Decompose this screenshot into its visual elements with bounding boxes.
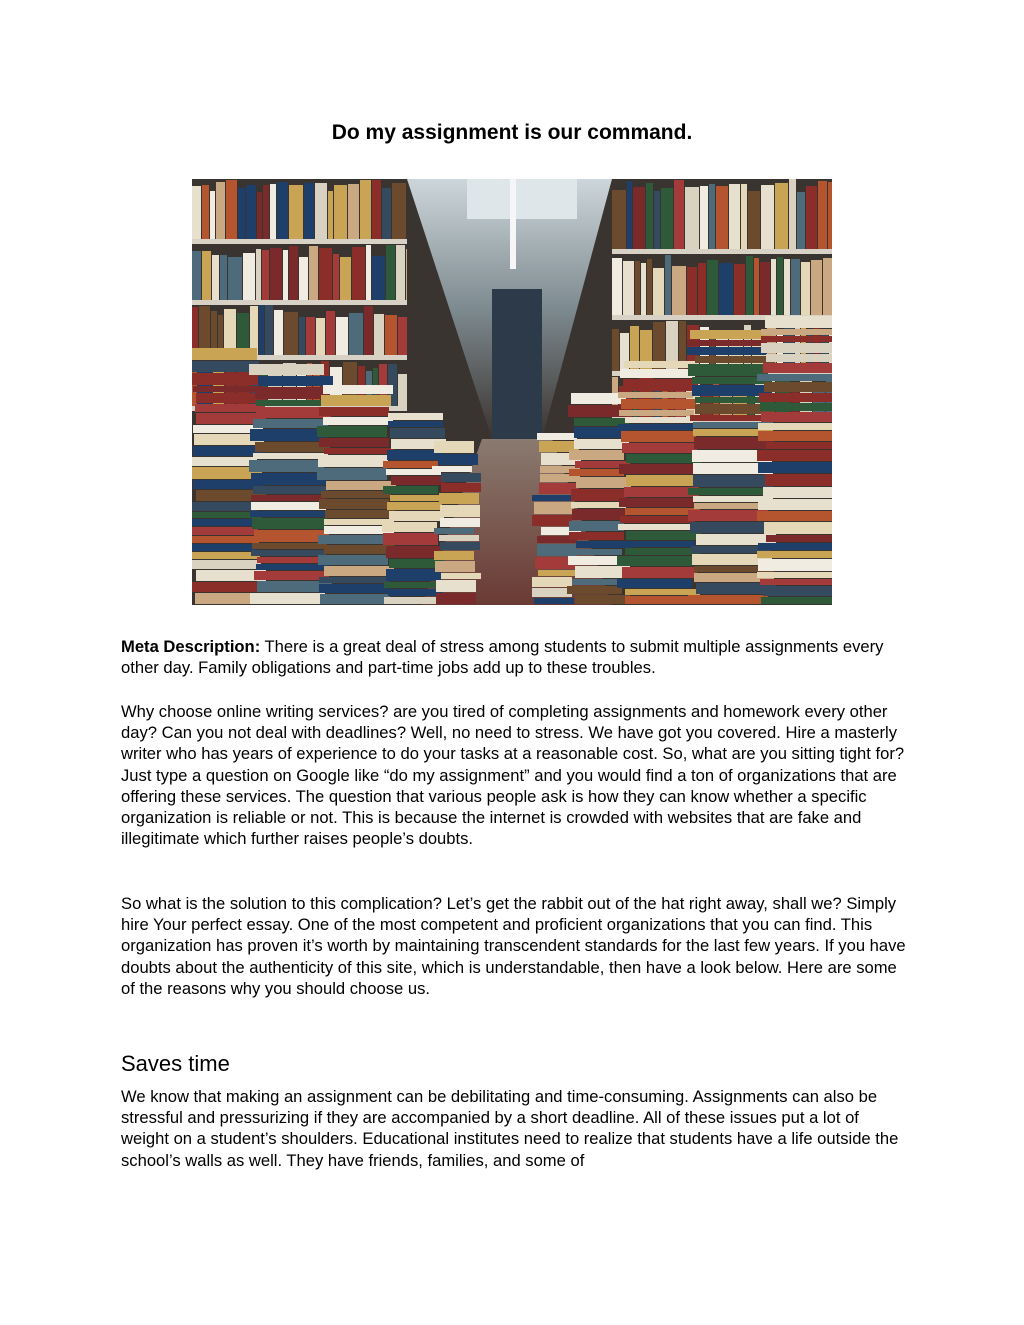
intro-paragraph: Why choose online writing services? are you tired of completing assignments and homework every other day? Can you not deal with deadlines? Well, no need to stress. We have got you covered. Hire a masterly writer who has years of experience to do your tasks at a reasonable cost. So, what are you sitting tight for? Just type a question on Google like “do my assignment” and you would find a ton of organizations that are offering these services. The question that various people ask is how they can know whether a specific organization is reliable or not. This is because the internet is crowded with websites that are fake and illegitimate which further raises people’s doubts.: [121, 702, 905, 849]
section-heading-saves-time: Saves time: [121, 1051, 230, 1076]
page-title: Do my assignment is our command.: [331, 121, 693, 144]
meta-description-label: Meta Description:: [121, 637, 261, 656]
solution-paragraph: So what is the solution to this complication? Let’s get the rabbit out of the hat right away, shall we? Simply hire Your perfect essay. One of the most competent and proficient organizations that you can find. This organization has proven it’s worth by maintaining transcendent standards for the last few years. If you have doubts about the authenticity of this site, which is understandable, then have a look below. Here are some of the reasons why you should choose us.: [121, 894, 906, 998]
bookshelf-aisle-image: [192, 179, 832, 605]
meta-description-text: There is a great deal of stress among students to submit multiple assignments every other day. Family obligations and part-time jobs add up to these troubles.: [121, 637, 884, 678]
meta-description: [121, 636, 906, 678]
saves-time-paragraph: We know that making an assignment can be debilitating and time-consuming. Assignments can also be stressful and pressurizing if they are accompanied by a short deadline. All of these issues put a lot of weight on a student’s shoulders. Educational institutes need to realize that students have a life outside the school’s walls as well. They have friends, families, and some of: [121, 1087, 899, 1170]
